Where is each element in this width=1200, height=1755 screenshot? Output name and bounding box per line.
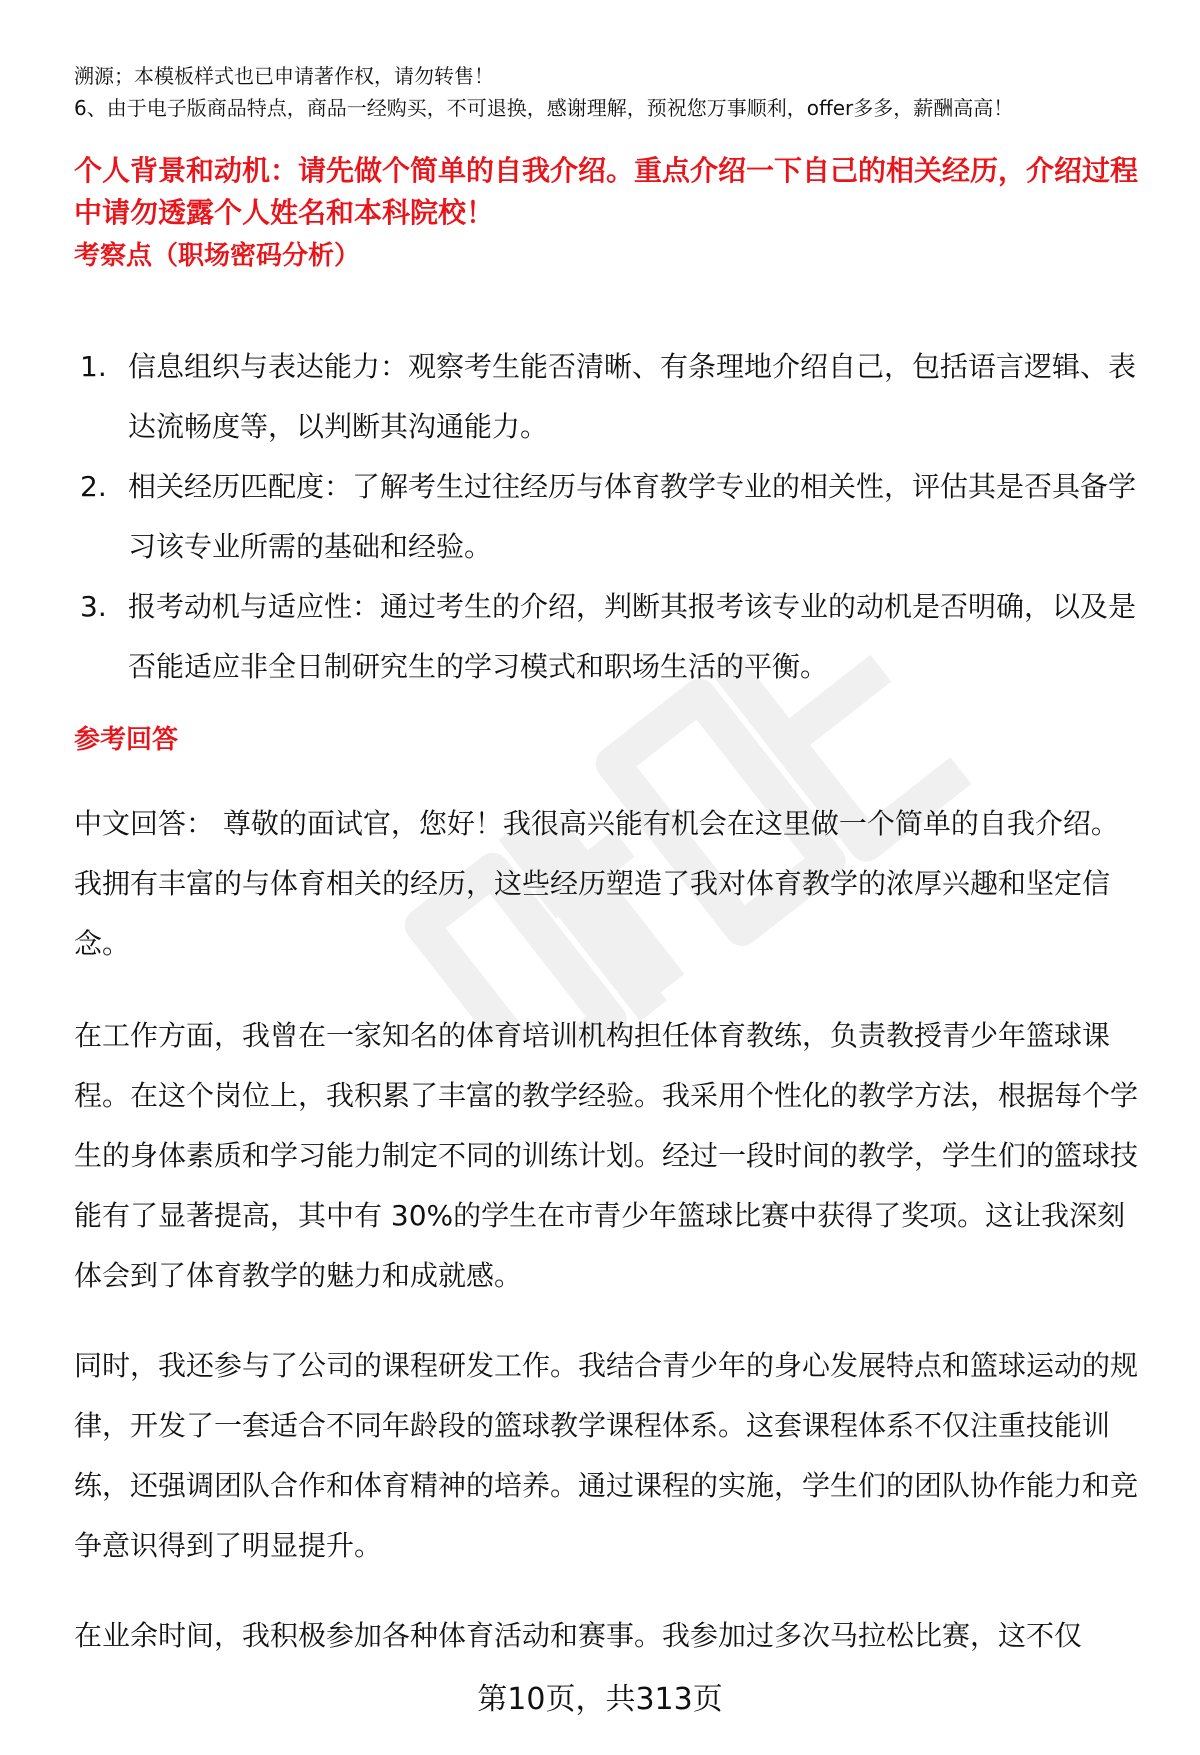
point-text: 相关经历匹配度：了解考生过往经历与体育教学专业的相关性，评估其是否具备学习该专业所需的基础和经验。 xyxy=(128,470,1137,563)
notes-block xyxy=(74,60,1134,124)
note-line-1: 溯源；本模板样式也已申请著作权，请勿转售！ xyxy=(74,64,494,88)
point-number: 1. xyxy=(80,350,107,383)
note-line-2: 6、由于电子版商品特点，商品一经购买，不可退换，感谢理解，预祝您万事顺利，offer多多，薪酬高高！ xyxy=(74,96,1014,120)
analysis-point xyxy=(80,577,1140,697)
point-text: 报考动机与适应性：通过考生的介绍，判断其报考该专业的动机是否明确，以及是否能适应非全日制研究生的学习模式和职场生活的平衡。 xyxy=(128,590,1137,683)
point-number: 3. xyxy=(80,590,107,623)
question-heading: 个人背景和动机：请先做个简单的自我介绍。重点介绍一下自己的相关经历，介绍过程中请勿透露个人姓名和本科院校！ xyxy=(74,154,1139,229)
answer-heading: 参考回答 xyxy=(74,725,179,755)
analysis-heading: 考察点（职场密码分析） xyxy=(74,241,361,271)
page-number: 第10页，共313页 xyxy=(477,1682,723,1717)
answer-paragraph-1: 中文回答： 尊敬的面试官，您好！我很高兴能有机会在这里做一个简单的自我介绍。我拥有丰富的与体育相关的经历，这些经历塑造了我对体育教学的浓厚兴趣和坚定信念。 xyxy=(74,807,1119,960)
point-number: 2. xyxy=(80,470,107,503)
analysis-point xyxy=(80,337,1140,457)
analysis-points-list xyxy=(80,337,1140,697)
point-text: 信息组织与表达能力：观察考生能否清晰、有条理地介绍自己，包括语言逻辑、表达流畅度等，以判断其沟通能力。 xyxy=(128,350,1137,443)
answer-paragraph-3: 同时，我还参与了公司的课程研发工作。我结合青少年的身心发展特点和篮球运动的规律，开发了一套适合不同年龄段的篮球教学课程体系。这套课程体系不仅注重技能训练，还强调团队合作和体育精神的培养。通过课程的实施，学生们的团队协作能力和竞争意识得到了明显提升。 xyxy=(74,1349,1139,1562)
answer-paragraph-4: 在业余时间，我积极参加各种体育活动和赛事。我参加过多次马拉松比赛，这不仅 xyxy=(74,1619,1083,1652)
answer-paragraph-2: 在工作方面，我曾在一家知名的体育培训机构担任体育教练，负责教授青少年篮球课程。在这个岗位上，我积累了丰富的教学经验。我采用个性化的教学方法，根据每个学生的身体素质和学习能力制定不同的训练计划。经过一段时间的教学，学生们的篮球技能有了显著提高，其中有 30%的学生在市青少年篮球比赛中获得了奖项。这让我深刻体会到了体育教学的魅力和成就感。 xyxy=(74,1019,1139,1292)
analysis-point xyxy=(80,457,1140,577)
